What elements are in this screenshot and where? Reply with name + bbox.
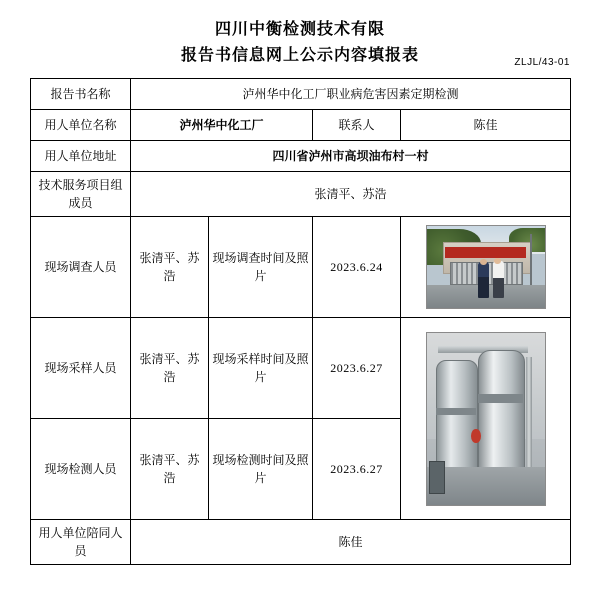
value-team-members: 张清平、苏浩 — [131, 172, 571, 217]
label-sampling-time-photo: 现场采样时间及照片 — [209, 318, 313, 419]
photo-person-right — [493, 261, 504, 298]
photo-red-banner — [445, 247, 525, 258]
public-disclosure-table — [30, 78, 571, 565]
label-survey-staff: 现场调查人员 — [31, 217, 131, 318]
value-survey-date: 2023.6.24 — [313, 217, 401, 318]
sampling-photo — [426, 332, 546, 506]
value-report-name: 泸州华中化工厂职业病危害因素定期检测 — [131, 79, 571, 110]
table-row-team — [31, 172, 571, 217]
company-name: 四川中衡检测技术有限 — [214, 21, 385, 38]
table-row-survey — [31, 217, 571, 318]
table-row-report-name — [31, 79, 571, 110]
value-employer-address: 四川省泸州市高坝油布村一村 — [131, 141, 571, 172]
table-row-employer-address — [31, 141, 571, 172]
sampling-photo-cell — [401, 318, 571, 520]
table-row-employer-name — [31, 110, 571, 141]
value-sampling-staff: 张清平、苏浩 — [131, 318, 209, 419]
label-team-members: 技术服务项目组成员 — [31, 172, 131, 217]
label-employer-name: 用人单位名称 — [31, 110, 131, 141]
table-row-accompany — [31, 520, 571, 565]
label-testing-time-photo: 现场检测时间及照片 — [209, 419, 313, 520]
label-accompany-staff: 用人单位陪同人员 — [31, 520, 131, 565]
value-testing-staff: 张清平、苏浩 — [131, 419, 209, 520]
page-title: 报告书信息网上公示内容填报表 — [180, 47, 419, 64]
photo-tank-right — [478, 350, 525, 476]
value-accompany-staff: 陈佳 — [131, 520, 571, 565]
label-report-name: 报告书名称 — [31, 79, 131, 110]
table-row-sampling — [31, 318, 571, 419]
value-sampling-date: 2023.6.27 — [313, 318, 401, 419]
photo-pole — [530, 234, 532, 285]
value-survey-staff: 张清平、苏浩 — [131, 217, 209, 318]
photo-valve — [471, 429, 480, 443]
label-survey-time-photo: 现场调查时间及照片 — [209, 217, 313, 318]
label-employer-address: 用人单位地址 — [31, 141, 131, 172]
label-testing-staff: 现场检测人员 — [31, 419, 131, 520]
photo-person-left — [478, 262, 489, 298]
label-contact-person: 联系人 — [313, 110, 401, 141]
survey-photo — [426, 225, 546, 309]
photo-tank-left — [436, 360, 478, 476]
photo-equipment-box — [429, 461, 445, 494]
document-code: ZLJL/43-01 — [514, 57, 570, 68]
document-header — [30, 0, 570, 70]
photo-tank-band-left — [436, 408, 476, 415]
value-contact-person: 陈佳 — [401, 110, 571, 141]
value-testing-date: 2023.6.27 — [313, 419, 401, 520]
photo-vertical-pipe — [526, 357, 532, 477]
value-employer-name: 泸州华中化工厂 — [131, 110, 313, 141]
survey-photo-cell — [401, 217, 571, 318]
label-sampling-staff: 现场采样人员 — [31, 318, 131, 419]
photo-tank-band-right — [478, 394, 523, 403]
